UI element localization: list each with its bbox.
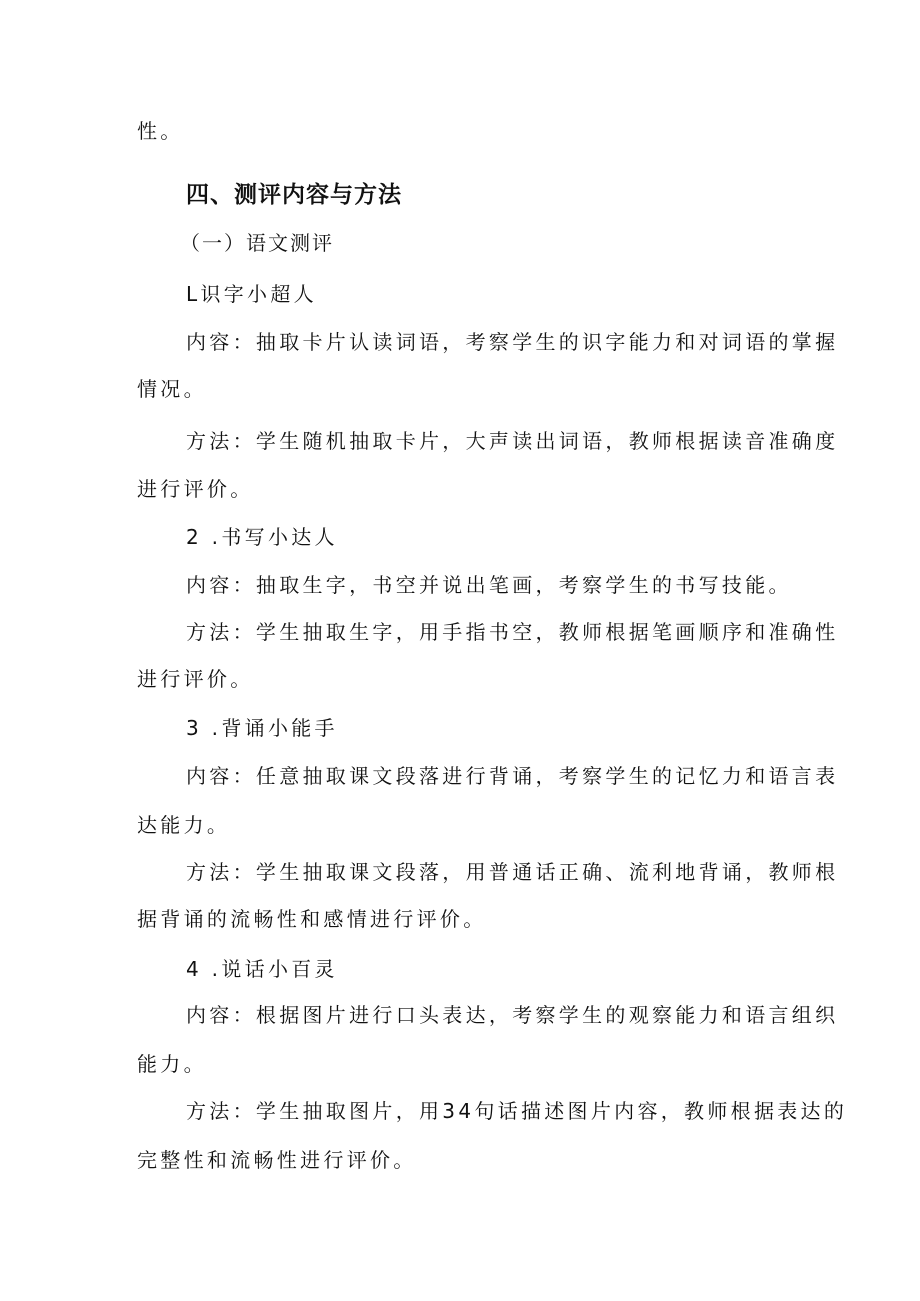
item-4-method-cont: 完整性和流畅性进行评价。 xyxy=(137,1148,417,1172)
item-3-method-cont: 据背诵的流畅性和感情进行评价。 xyxy=(137,907,487,931)
item-4-content: 内容：根据图片进行口头表达，考察学生的观察能力和语言组织 xyxy=(186,1003,839,1027)
item-4-method: 方法：学生抽取图片，用34句话描述图片内容，教师根据表达的 xyxy=(186,1099,848,1123)
item-title-1: L识字小超人 xyxy=(186,282,317,306)
item-title-4: 4 .说话小百灵 xyxy=(186,957,338,981)
subsection-heading: （一）语文测评 xyxy=(180,231,334,255)
section-heading: 四、测评内容与方法 xyxy=(186,182,402,208)
item-4-content-cont: 能力。 xyxy=(137,1052,207,1076)
paragraph-tail: 性。 xyxy=(137,119,184,143)
item-title-3: 3 .背诵小能手 xyxy=(186,716,338,740)
item-2-method-cont: 进行评价。 xyxy=(137,667,254,691)
item-1-method-cont: 进行评价。 xyxy=(137,477,254,501)
item-3-method: 方法：学生抽取课文段落，用普通话正确、流利地背诵，教师根 xyxy=(186,860,839,884)
item-2-method: 方法：学生抽取生字，用手指书空，教师根据笔画顺序和准确性 xyxy=(186,620,839,644)
item-1-content-cont: 情况。 xyxy=(137,377,207,401)
item-3-content: 内容：任意抽取课文段落进行背诵，考察学生的记忆力和语言表 xyxy=(186,764,839,788)
item-3-content-cont: 达能力。 xyxy=(137,813,231,837)
item-2-content: 内容：抽取生字，书空并说出笔画，考察学生的书写技能。 xyxy=(186,573,792,597)
item-1-content: 内容：抽取卡片认读词语，考察学生的识字能力和对词语的掌握 xyxy=(186,330,839,354)
item-title-2: 2 .书写小达人 xyxy=(186,525,338,549)
item-1-method: 方法：学生随机抽取卡片，大声读出词语，教师根据读音准确度 xyxy=(186,429,839,453)
